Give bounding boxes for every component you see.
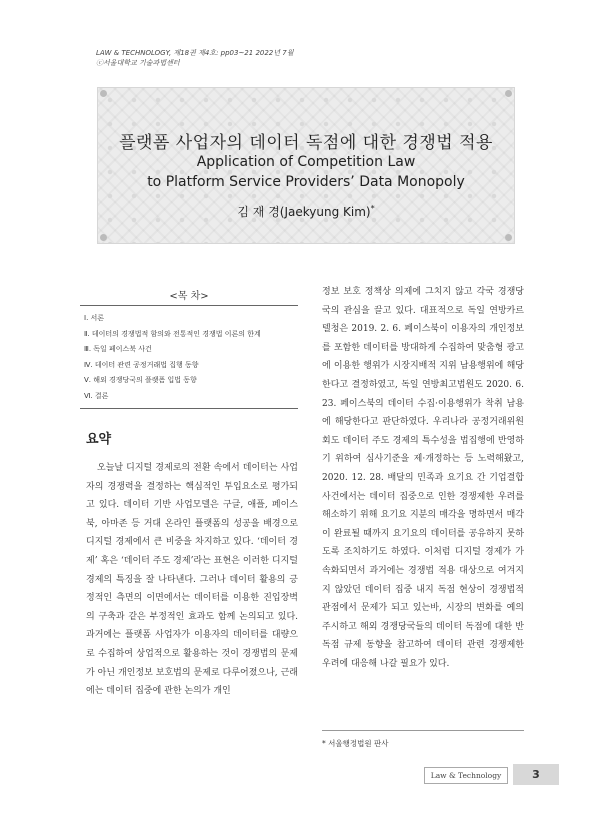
page-number: 3	[513, 764, 559, 785]
toc-heading: <목 차>	[169, 291, 209, 302]
korean-title: 플랫폼 사업자의 데이터 독점에 대한 경쟁법 적용	[119, 133, 493, 153]
journal-header	[96, 48, 293, 68]
toc-item: Ⅰ. 서론	[84, 314, 105, 322]
journal-copyright: ⓒ서울대학교 기술과법센터	[96, 59, 180, 67]
journal-citation: LAW & TECHNOLOGY, 제18권 제4호: pp03~21 2022년 7월	[96, 49, 294, 57]
toc-item: Ⅴ. 해외 경쟁당국의 플랫폼 입법 동향	[84, 376, 197, 384]
abstract-text-right: 정보 보호 정책상 의제에 그치지 않고 각국 경쟁당국의 관심을 끌고 있다. 대표적으로 독일 연방카르텔청은 2019. 2. 6. 페이스북이 이용자의 개인정보를 포함한 데이터를 방대하게 수집하여 맞춤형 광고에 이용한 행위가 시장지배적 지위 남용행위에 해당한다고 결정하였고, 독일 연방최고법원도 2020. 6. 23. 페이스북의 데이터 수집·이용행위가 착취 남용에 해당한다고 판단하였다. 우리나라 공정거래위원회도 데이터 주도 경제의 특수성을 법집행에 반영하기 위하여 심사기준을 제·개정하는 등 노력해왔고, 2020. 12. 28. 배달의 민족과 요기요 간 기업결합 사건에서는 데이터 집중으로 인한 경쟁제한 우려를 해소하기 위해 요기요 지분의 매각을 명하면서 매각이 완료될 때까지 요기요의 데이터를 공유하지 못하도록 조치하기도 하였다. 이처럼 디지털 경제가 가속화되면서 과거에는 경쟁법 적용 대상으로 여겨지지 않았던 데이터 집중 내지 독점 현상이 경쟁법적 관점에서 문제가 되고 있는바, 시장의 변화를 예의주시하고 해외 경쟁당국들의 데이터 독점에 대한 반독점 규제 동향을 참고하여 데이터 관련 경쟁제한 우려에 대응해 나갈 필요가 있다.	[322, 287, 524, 669]
corner-ornament	[505, 90, 512, 97]
abstract-heading: 요약	[86, 432, 112, 447]
toc-item: Ⅲ. 독일 페이스북 사건	[84, 345, 152, 353]
toc-list	[80, 305, 298, 409]
footnote-divider	[322, 730, 524, 731]
toc-item: Ⅱ. 데이터의 경쟁법적 함의와 전통적인 경쟁법 이론의 한계	[84, 329, 261, 338]
corner-ornament	[100, 234, 107, 241]
author-footnote: * 서울행정법원 판사	[322, 739, 389, 748]
author-footnote-mark: *	[370, 204, 375, 213]
footer-journal-name: Law & Technology	[424, 767, 508, 784]
abstract-text-left: 오늘날 디지털 경제로의 전환 속에서 데이터는 사업자의 경쟁력을 결정하는 핵심적인 투입요소로 평가되고 있다. 데이터 기반 사업모델은 구글, 애플, 페이스북, 아마존 등 거대 온라인 플랫폼의 성공을 배경으로 디지털 경제에서 큰 비중을 차지하고 있다. ‘데이터 경제’ 혹은 ‘데이터 주도 경제’라는 표현은 이러한 디지털 경제의 특징을 잘 나타낸다. 그러나 데이터 활용의 긍정적인 측면의 이면에서는 데이터를 이용한 진입장벽의 구축과 같은 부정적인 효과도 함께 논의되고 있다. 과거에는 플랫폼 사업자가 이용자의 데이터를 대량으로 수집하여 상업적으로 활용하는 것이 경쟁법의 문제가 아닌 개인정보 보호법의 문제로 다루어졌으나, 근래에는 데이터 집중에 관한 논의가 개인	[86, 463, 298, 697]
table-of-contents	[80, 287, 298, 409]
english-title-line1: Application of Competition Law	[196, 154, 416, 170]
corner-ornament	[505, 234, 512, 241]
author-name: 김 재 경(Jaekyung Kim)	[237, 205, 371, 219]
corner-ornament	[100, 90, 107, 97]
english-title-line2: to Platform Service Providers’ Data Monopoly	[147, 174, 465, 190]
toc-item: Ⅳ. 데이터 관련 공정거래법 집행 동향	[84, 360, 199, 369]
author-line	[98, 203, 514, 220]
title-block	[97, 87, 515, 244]
toc-item: Ⅵ. 결론	[84, 391, 109, 400]
